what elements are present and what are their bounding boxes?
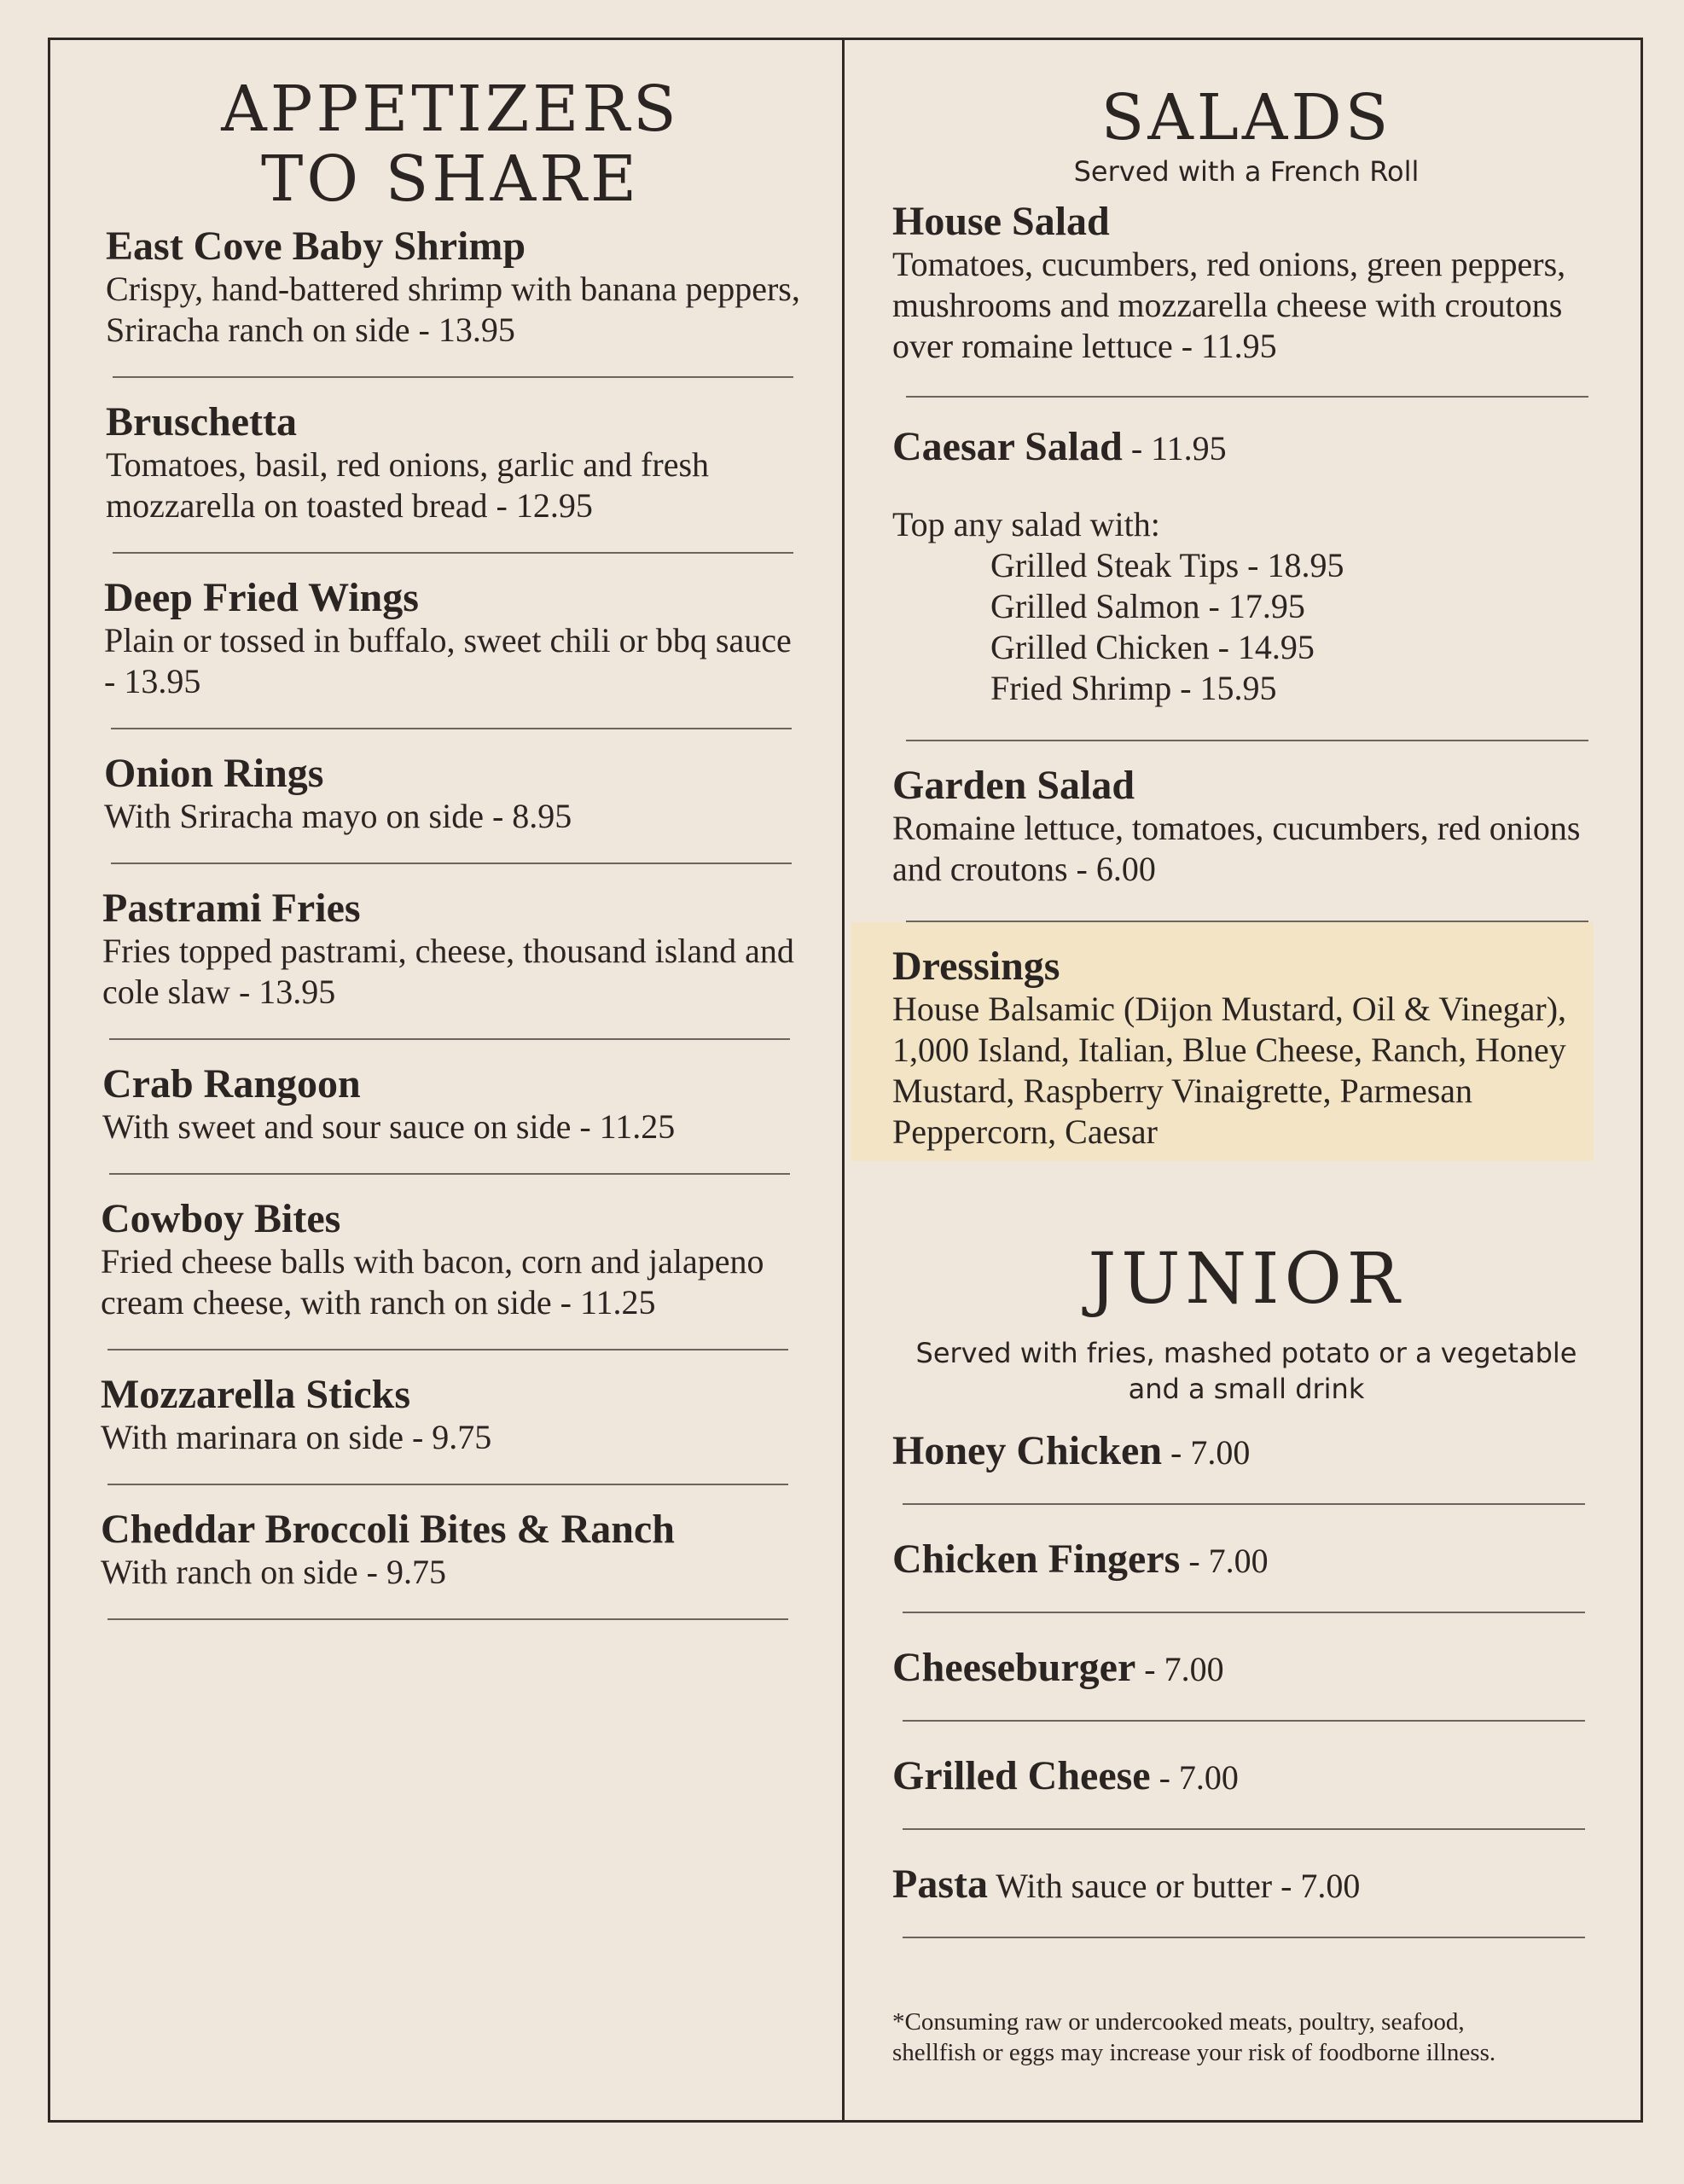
menu-item bbox=[101, 752, 800, 837]
item-name: Deep Fried Wings bbox=[104, 575, 419, 621]
menu-item bbox=[101, 1197, 800, 1323]
item-divider bbox=[903, 1937, 1585, 1938]
salads-section bbox=[892, 81, 1600, 2068]
menu-item bbox=[892, 1536, 1600, 1583]
item-divider bbox=[107, 1484, 788, 1485]
appetizers-list bbox=[101, 224, 800, 1620]
menu-item bbox=[101, 1373, 800, 1458]
item-name: Crab Rangoon bbox=[102, 1061, 361, 1107]
item-divider bbox=[113, 376, 793, 378]
item-name: East Cove Baby Shrimp bbox=[106, 224, 526, 270]
item-name: Garden Salad bbox=[892, 762, 1135, 808]
item-name: Pastrami Fries bbox=[102, 886, 361, 932]
menu-item bbox=[892, 764, 1600, 890]
item-name: Bruschetta bbox=[106, 399, 297, 445]
junior-subtitle bbox=[892, 1335, 1600, 1407]
item-divider bbox=[906, 740, 1588, 741]
column-divider bbox=[842, 38, 845, 2123]
item-name: Dressings bbox=[892, 943, 1060, 989]
item-divider bbox=[111, 863, 792, 864]
item-name: Pasta bbox=[892, 1861, 988, 1907]
topping-item: Grilled Steak Tips - 18.95 bbox=[990, 545, 1344, 584]
topping-item: Grilled Salmon - 17.95 bbox=[990, 586, 1305, 625]
item-description: Plain or tossed in buffalo, sweet chili or bbq sauce - 13.95 bbox=[104, 621, 792, 701]
junior-subtitle-line1: Served with fries, mashed potato or a vegetable bbox=[915, 1336, 1577, 1369]
item-description: Tomatoes, basil, red onions, garlic and fresh mozzarella on toasted bread - 12.95 bbox=[106, 445, 710, 526]
item-description: Tomatoes, cucumbers, red onions, green peppers, mushrooms and mozzarella cheese with croutons over romaine lettuce - 11.95 bbox=[892, 244, 1566, 365]
item-divider bbox=[107, 1618, 788, 1620]
item-description: With ranch on side - 9.75 bbox=[101, 1553, 446, 1592]
item-divider bbox=[903, 1828, 1585, 1830]
menu-item bbox=[892, 1644, 1600, 1691]
appetizers-title-line2: TO SHARE bbox=[261, 142, 640, 216]
item-price: - 7.00 bbox=[1180, 1541, 1269, 1580]
item-name: Cheeseburger bbox=[892, 1644, 1136, 1690]
item-description: With sweet and sour sauce on side - 11.25 bbox=[102, 1107, 676, 1147]
item-name: House Salad bbox=[892, 198, 1110, 244]
item-description: With marinara on side - 9.75 bbox=[101, 1418, 492, 1457]
item-divider bbox=[113, 552, 793, 554]
item-name: Honey Chicken bbox=[892, 1427, 1163, 1473]
item-divider bbox=[903, 1612, 1585, 1613]
menu-item bbox=[892, 423, 1600, 470]
footnote-line2: shellfish or eggs may increase your risk of foodborne illness. bbox=[892, 2038, 1496, 2066]
item-description: House Balsamic (Dijon Mustard, Oil & Vinegar), 1,000 Island, Italian, Blue Cheese, Ranch, Honey Mustard, Raspberry Vinaigrette, Parmesan Peppercorn, Caesar bbox=[892, 989, 1567, 1151]
appetizers-title bbox=[101, 73, 800, 216]
menu-item bbox=[892, 1752, 1600, 1799]
food-safety-footnote bbox=[892, 2007, 1600, 2068]
item-divider bbox=[906, 396, 1588, 398]
item-name: Grilled Cheese bbox=[892, 1752, 1151, 1798]
menu-item bbox=[892, 1427, 1600, 1474]
item-price: - 7.00 bbox=[1135, 1649, 1224, 1688]
item-price: - 7.00 bbox=[1162, 1432, 1251, 1472]
menu-item bbox=[101, 1062, 800, 1147]
item-divider bbox=[111, 728, 792, 729]
item-name: Onion Rings bbox=[104, 751, 324, 797]
topping-item: Fried Shrimp - 15.95 bbox=[990, 668, 1277, 707]
item-description: Crispy, hand-battered shrimp with banana peppers, Sriracha ranch on side - 13.95 bbox=[106, 270, 800, 350]
item-name: Cowboy Bites bbox=[101, 1196, 341, 1242]
junior-section bbox=[892, 1238, 1600, 2068]
salads-title: SALADS bbox=[1100, 81, 1392, 154]
toppings-intro: Top any salad with: bbox=[892, 504, 1160, 543]
dressings-box bbox=[851, 922, 1594, 1161]
topping-item: Grilled Chicken - 14.95 bbox=[990, 627, 1315, 666]
salad-toppings bbox=[892, 504, 1600, 709]
item-divider bbox=[107, 1349, 788, 1350]
item-name: Mozzarella Sticks bbox=[101, 1372, 411, 1418]
menu-item bbox=[101, 224, 800, 351]
menu-item bbox=[892, 1861, 1600, 1908]
junior-subtitle-line2: and a small drink bbox=[1128, 1372, 1365, 1405]
menu-item bbox=[101, 886, 800, 1013]
item-name: Cheddar Broccoli Bites & Ranch bbox=[101, 1507, 675, 1553]
item-price: With sauce or butter - 7.00 bbox=[987, 1866, 1361, 1905]
item-divider bbox=[903, 1503, 1585, 1505]
footnote-line1: *Consuming raw or undercooked meats, poultry, seafood, bbox=[892, 2007, 1465, 2036]
item-description: Fried cheese balls with bacon, corn and jalapeno cream cheese, with ranch on side - 11.25 bbox=[101, 1242, 764, 1322]
item-description: Romaine lettuce, tomatoes, cucumbers, red onions and croutons - 6.00 bbox=[892, 808, 1581, 888]
item-price: - 11.95 bbox=[1122, 428, 1227, 468]
menu-item bbox=[101, 400, 800, 526]
menu-item bbox=[101, 576, 800, 702]
item-divider bbox=[903, 1720, 1585, 1722]
item-description: With Sriracha mayo on side - 8.95 bbox=[104, 797, 572, 836]
appetizers-title-line1: APPETIZERS bbox=[221, 73, 680, 146]
appetizers-section bbox=[101, 73, 800, 1620]
item-divider bbox=[109, 1038, 790, 1040]
salads-subtitle: Served with a French Roll bbox=[1073, 154, 1420, 188]
menu-item bbox=[892, 200, 1600, 367]
item-name: Chicken Fingers bbox=[892, 1536, 1181, 1582]
item-divider bbox=[109, 1173, 790, 1175]
menu-item bbox=[101, 1507, 800, 1593]
item-name: Caesar Salad bbox=[892, 423, 1123, 469]
item-description: Fries topped pastrami, cheese, thousand island and cole slaw - 13.95 bbox=[102, 932, 794, 1012]
junior-title: JUNIOR bbox=[1088, 1238, 1405, 1320]
item-price: - 7.00 bbox=[1150, 1757, 1239, 1797]
